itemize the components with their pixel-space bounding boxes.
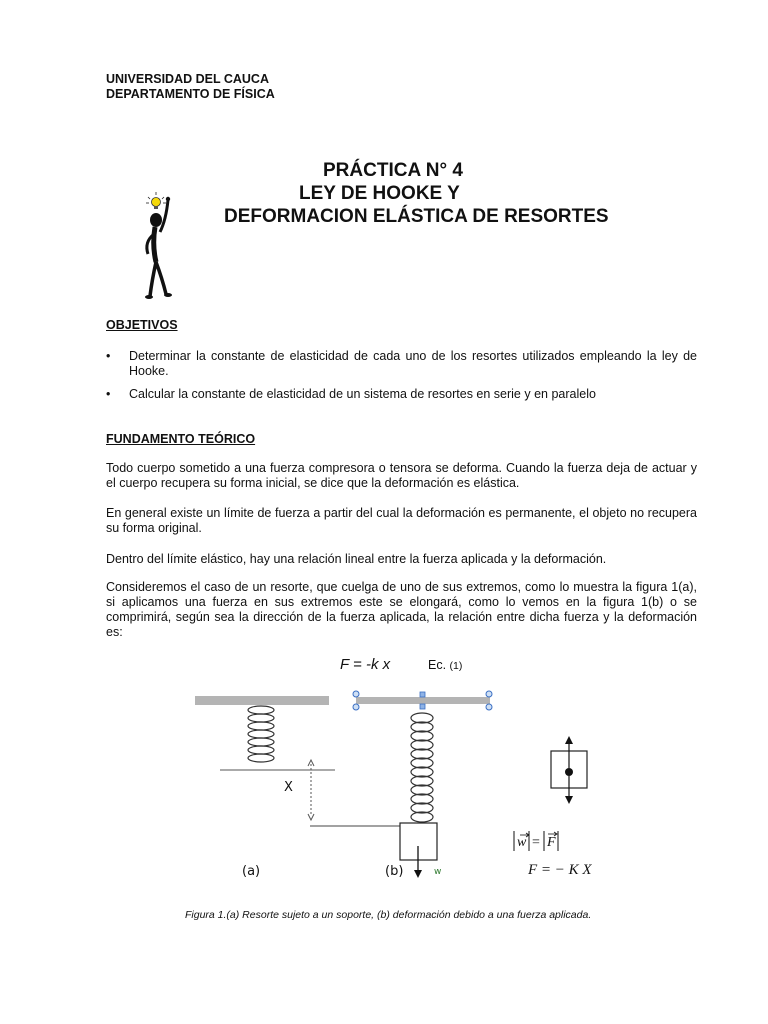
objectives-heading: OBJETIVOS [106, 318, 178, 332]
theory-paragraph: Consideremos el caso de un resorte, que cuelga de uno de sus extremos, como lo muestra la figura 1(a), si aplicamos una fuerza en sus extremos este se elongará, como lo vemos en la figura 1(b) o se comprimirá, según sea la dirección de la fuerza aplicada, la relación entre dicha fuerza y la deformación es: [106, 580, 697, 639]
equation-label [428, 658, 462, 672]
bullet-icon: • [106, 349, 111, 363]
equation-label-number: (1) [449, 660, 463, 672]
hooke-equation: F = -k x [340, 656, 391, 673]
title-line-2: LEY DE HOOKE Y [299, 183, 460, 204]
spring-a [248, 706, 274, 762]
objective-text: Calcular la constante de elasticidad de un sistema de resortes en serie y en paralelo [129, 387, 596, 401]
stick-figure-idea-clipart [136, 190, 186, 302]
bullet-icon: • [106, 387, 111, 401]
hooke-relation: F = − K X [528, 862, 592, 878]
support-bar-b [356, 697, 490, 704]
title-line-3: DEFORMACION ELÁSTICA DE RESORTES [224, 206, 609, 227]
practice-title: PRÁCTICA N° 4 [323, 160, 463, 181]
theory-paragraph: Dentro del límite elástico, hay una relación lineal entre la fuerza aplicada y la deformación. [106, 552, 607, 566]
weight-label: w [434, 867, 442, 877]
objective-text: Determinar la constante de elasticidad de cada uno de los resortes utilizados empleando la ley de Hooke. [129, 349, 697, 378]
theory-paragraph: En general existe un límite de fuerza a partir del cual la deformación es permanente, el objeto no recupera su forma original. [106, 506, 697, 535]
svg-text:=: = [532, 835, 540, 850]
department-name: DEPARTAMENTO DE FÍSICA [106, 87, 275, 101]
support-bar-a [195, 696, 329, 705]
university-name: UNIVERSIDAD DEL CAUCA [106, 72, 269, 86]
magnitude-relation [514, 831, 558, 851]
theory-heading: FUNDAMENTO TEÓRICO [106, 432, 256, 446]
theory-paragraph: Todo cuerpo sometido a una fuerza compresora o tensora se deforma. Cuando la fuerza deja de actuar y el cuerpo recupera su forma inicial, se dice que la deformación es elástica. [106, 461, 697, 490]
figure-label-b: (b) [385, 864, 404, 879]
spring-figure [180, 684, 610, 884]
figure-label-a: (a) [242, 864, 261, 879]
svg-text:F: F [547, 835, 556, 850]
spring-b [411, 713, 433, 822]
figure-caption: Figura 1.(a) Resorte sujeto a un soporte, (b) deformación debido a una fuerza aplicada. [185, 909, 592, 921]
figure-label-x: X [284, 780, 293, 795]
svg-text:w: w [517, 835, 527, 850]
equation-label-prefix: Ec. [428, 658, 447, 672]
